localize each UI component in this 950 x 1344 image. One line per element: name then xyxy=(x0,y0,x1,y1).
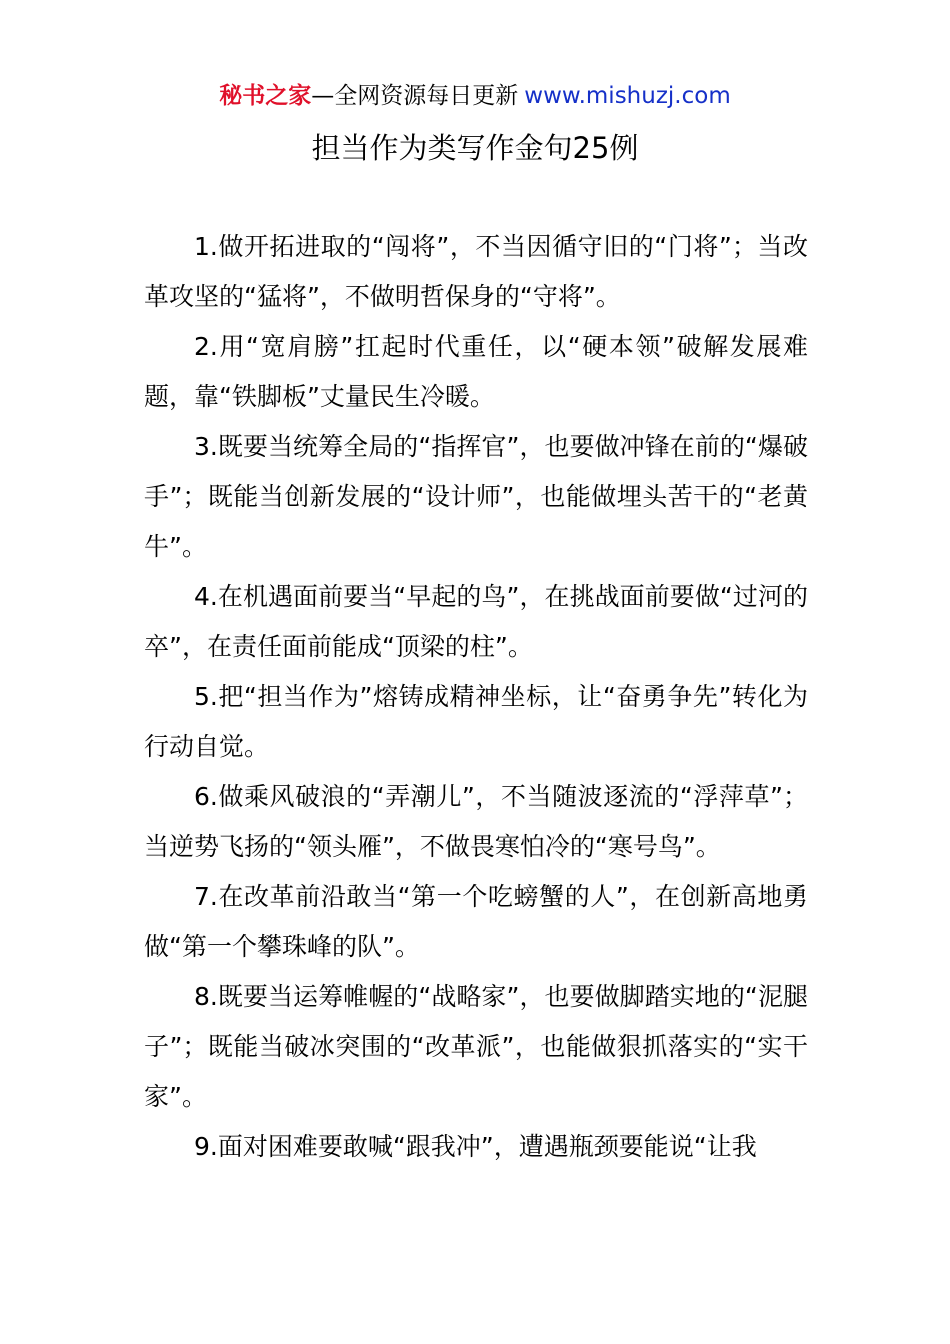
paragraph-3: 3.既要当统筹全局的“指挥官”，也要做冲锋在前的“爆破手”；既能当创新发展的“设计师”，也能做埋头苦干的“老黄牛”。 xyxy=(144,432,808,561)
document-title: 担当作为类写作金句25例 xyxy=(311,131,639,165)
paragraph-5: 5.把“担当作为”熔铸成精神坐标，让“奋勇争先”转化为行动自觉。 xyxy=(144,682,808,761)
paragraph-9: 9.面对困难要敢喊“跟我冲”，遭遇瓶颈要能说“让我 xyxy=(194,1132,757,1161)
site-url-link[interactable]: www.mishuzj.com xyxy=(524,83,731,109)
paragraph-8: 8.既要当运筹帷幄的“战略家”，也要做脚踏实地的“泥腿子”；既能当破冰突围的“改革派”，也能做狠抓落实的“实干家”。 xyxy=(144,982,808,1111)
brand-name: 秘书之家 xyxy=(219,83,312,109)
site-header xyxy=(0,78,950,114)
paragraph-7: 7.在改革前沿敢当“第一个吃螃蟹的人”，在创新高地勇做“第一个攀珠峰的队”。 xyxy=(144,882,808,961)
paragraph-4: 4.在机遇面前要当“早起的鸟”，在挑战面前要做“过河的卒”，在责任面前能成“顶梁的柱”。 xyxy=(144,582,808,661)
paragraph-6: 6.做乘风破浪的“弄潮儿”，不当随波逐流的“浮萍草”；当逆势飞扬的“领头雁”，不做畏寒怕冷的“寒号鸟”。 xyxy=(144,782,808,861)
paragraph-1: 1.做开拓进取的“闯将”，不当因循守旧的“门将”；当改革攻坚的“猛将”，不做明哲保身的“守将”。 xyxy=(144,232,808,311)
paragraph-2: 2.用“宽肩膀”扛起时代重任，以“硬本领”破解发展难题，靠“铁脚板”丈量民生冷暖。 xyxy=(144,332,808,411)
document-body xyxy=(144,222,808,1172)
site-tagline: —全网资源每日更新 xyxy=(311,83,519,109)
